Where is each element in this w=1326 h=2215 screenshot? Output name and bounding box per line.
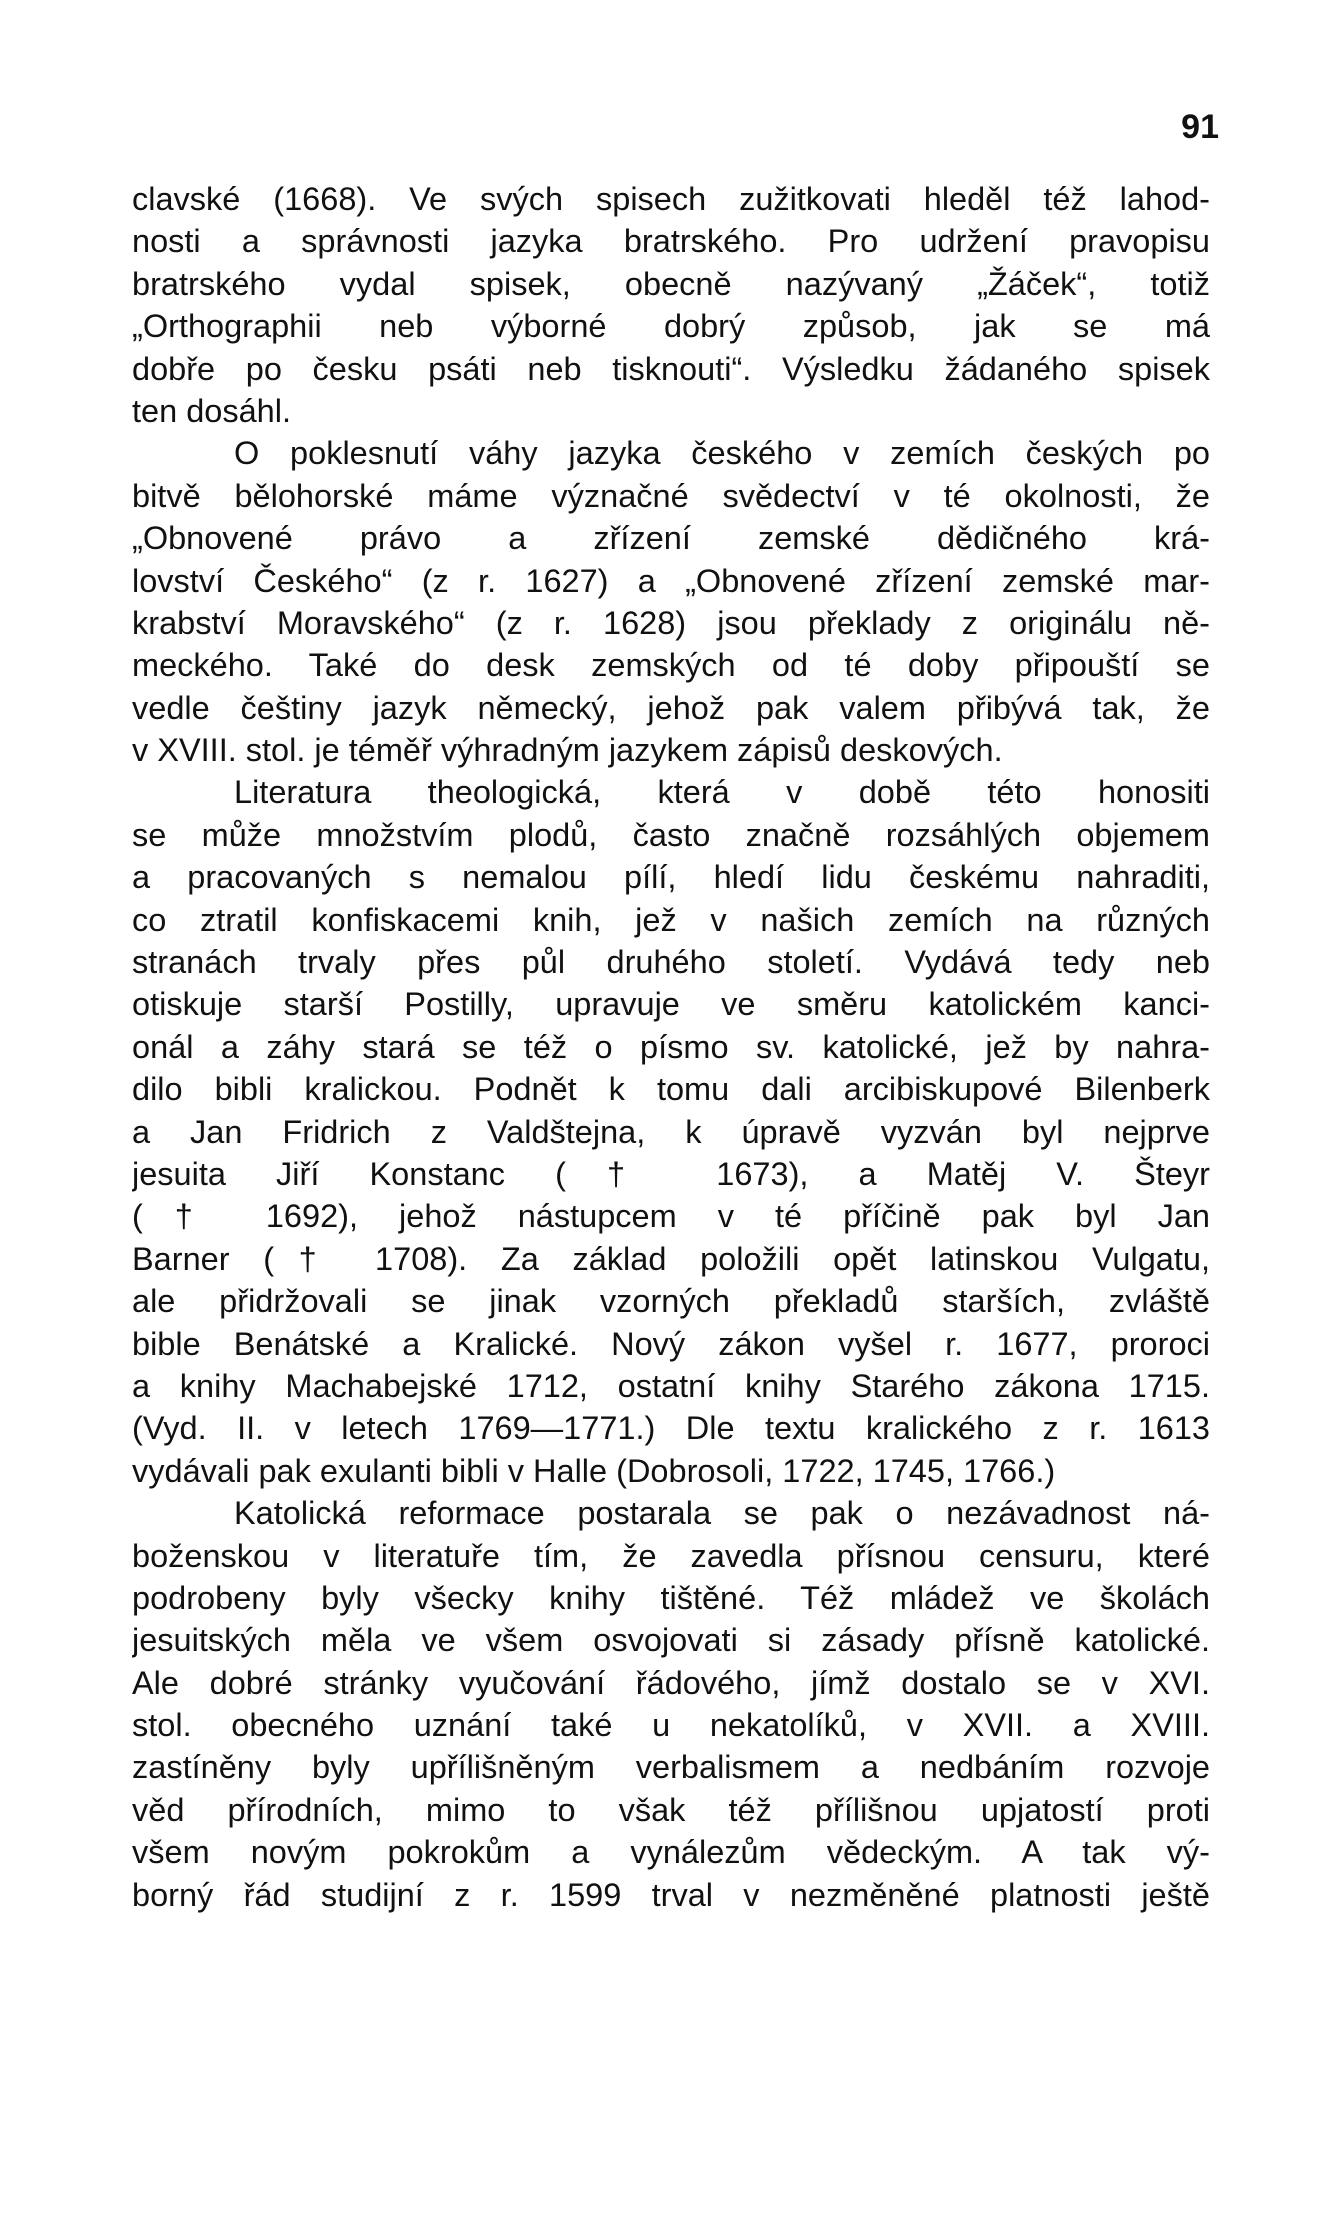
text-line: co ztratil konfiskacemi knih, jež v našich zemích na různých bbox=[132, 901, 1210, 938]
text-line: krabství Moravského“ (z r. 1628) jsou překlady z originálu ně- bbox=[132, 604, 1210, 641]
text-line: onál a záhy stará se též o písmo sv. katolické, jež by nahra- bbox=[132, 1028, 1210, 1065]
text-line: bitvě bělohorské máme význačné svědectví v té okolnosti, že bbox=[132, 477, 1210, 514]
text-line: boženskou v literatuře tím, že zavedla přísnou censuru, které bbox=[132, 1537, 1210, 1574]
text-line: nosti a správnosti jazyka bratrského. Pro udržení pravopisu bbox=[132, 223, 1210, 260]
text-line: Barner († 1708). Za základ položili opět latinskou Vulgatu, bbox=[132, 1240, 1210, 1277]
text-line: bratrského vydal spisek, obecně nazývaný „Žáček“, totiž bbox=[132, 265, 1210, 302]
text-line: Ale dobré stránky vyučování řádového, jímž dostalo se v XVI. bbox=[132, 1664, 1210, 1701]
text-line: „Orthographii neb výborné dobrý způsob, jak se má bbox=[132, 308, 1210, 345]
text-line: ten dosáhl. bbox=[132, 392, 292, 429]
text-line: a Jan Fridrich z Valdštejna, k úpravě vyzván byl nejprve bbox=[132, 1113, 1210, 1150]
text-line: stol. obecného uznání také u nekatolíků, v XVII. a XVIII. bbox=[132, 1707, 1210, 1744]
text-line: stranách trvaly přes půl druhého století. Vydává tedy neb bbox=[132, 944, 1210, 981]
text-line: Katolická reformace postarala se pak o nezávadnost ná- bbox=[234, 1495, 1210, 1532]
text-line: se může množstvím plodů, často značně rozsáhlých objemem bbox=[132, 816, 1210, 853]
text-line: všem novým pokrokům a vynálezům vědeckým. A tak vý- bbox=[132, 1834, 1210, 1871]
text-line: podrobeny byly všecky knihy tištěné. Též mládež ve školách bbox=[132, 1579, 1210, 1616]
text-line: věd přírodních, mimo to však též přílišnou upjatostí proti bbox=[132, 1791, 1210, 1828]
text-line: clavské (1668). Ve svých spisech zužitkovati hleděl též lahod- bbox=[132, 181, 1210, 217]
text-line: dilo bibli kralickou. Podnět k tomu dali arcibiskupové Bilenberk bbox=[132, 1071, 1210, 1108]
text-line: (Vyd. II. v letech 1769—1771.) Dle textu kralického z r. 1613 bbox=[132, 1410, 1210, 1447]
text-line: v XVIII. stol. je téměř výhradným jazykem zápisů deskových. bbox=[132, 732, 1003, 769]
text-line: dobře po česku psáti neb tisknouti“. Výsledku žádaného spisek bbox=[132, 350, 1210, 387]
text-line: lovství Českého“ (z r. 1627) a „Obnovené zřízení zemské mar- bbox=[132, 562, 1210, 599]
text-line: „Obnovené právo a zřízení zemské dědičného krá- bbox=[132, 520, 1210, 557]
text-line: otiskuje starší Postilly, upravuje ve směru katolickém kanci- bbox=[132, 986, 1210, 1023]
text-line: borný řád studijní z r. 1599 trval v nezměněné platnosti ještě bbox=[132, 1876, 1210, 1913]
text-line: O poklesnutí váhy jazyka českého v zemích českých po bbox=[234, 435, 1210, 472]
text-line: († 1692), jehož nástupcem v té příčině pak byl Jan bbox=[132, 1198, 1210, 1235]
text-line: jesuita Jiří Konstanc († 1673), a Matěj V. Šteyr bbox=[132, 1155, 1210, 1192]
text-line: a knihy Machabejské 1712, ostatní knihy Starého zákona 1715. bbox=[132, 1367, 1210, 1404]
text-line: meckého. Také do desk zemských od té doby připouští se bbox=[132, 647, 1210, 684]
text-line: zastíněny byly upřílišněným verbalismem a nedbáním rozvoje bbox=[132, 1749, 1210, 1786]
text-line: vydávali pak exulanti bibli v Halle (Dobrosoli, 1722, 1745, 1766.) bbox=[132, 1452, 1056, 1489]
page-number: 91 bbox=[1181, 108, 1219, 146]
text-line: bible Benátské a Kralické. Nový zákon vyšel r. 1677, proroci bbox=[132, 1325, 1210, 1362]
text-line: jesuitských měla ve všem osvojovati si zásady přísně katolické. bbox=[132, 1622, 1210, 1659]
text-line: vedle češtiny jazyk německý, jehož pak valem přibývá tak, že bbox=[132, 689, 1210, 726]
text-line: Literatura theologická, která v době této honositi bbox=[234, 774, 1210, 811]
text-line: ale přidržovali se jinak vzorných překladů starších, zvláště bbox=[132, 1283, 1210, 1320]
body-text bbox=[132, 178, 1210, 1916]
text-line: a pracovaných s nemalou pílí, hledí lidu českému nahraditi, bbox=[132, 859, 1210, 896]
